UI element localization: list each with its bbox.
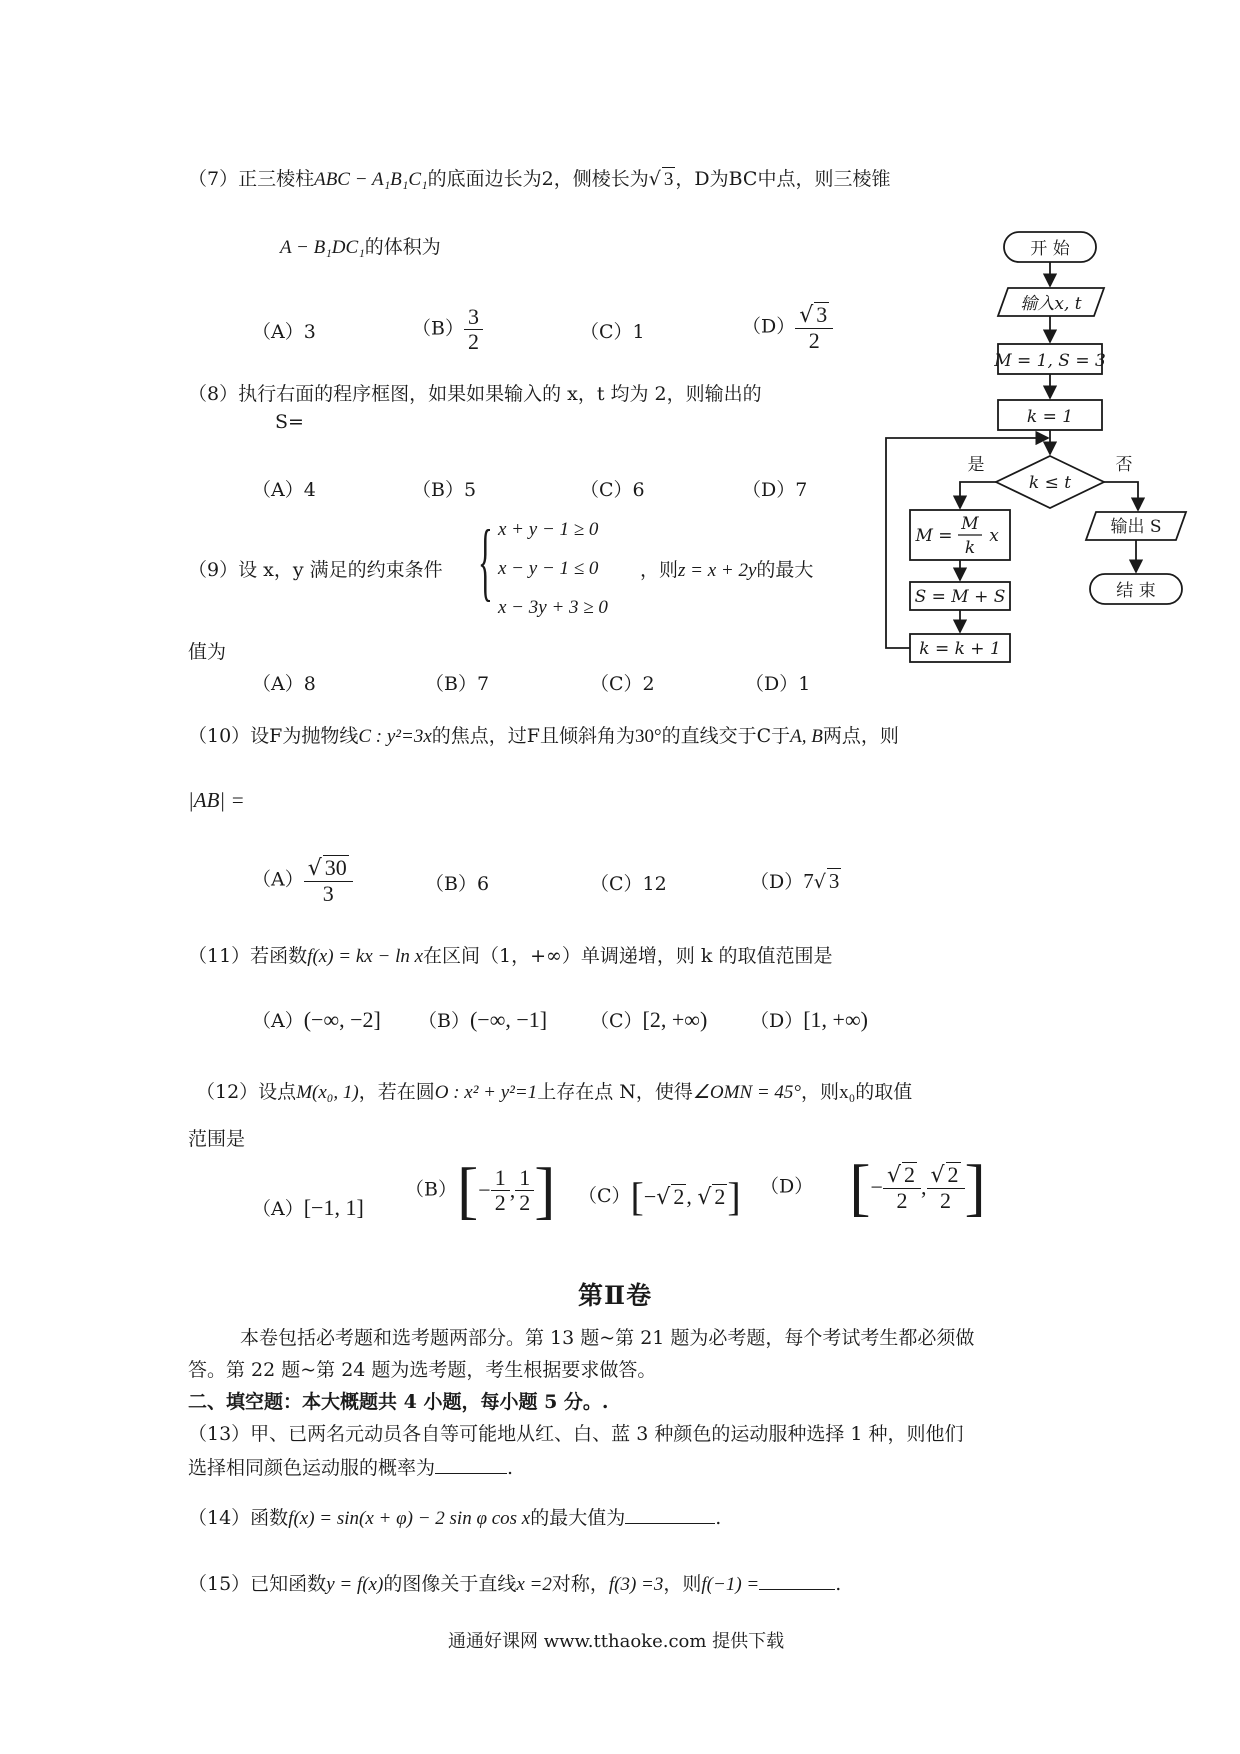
flowchart-yes-label: 是 [967,455,985,475]
q7-option-a: （A）3 [252,321,316,343]
q12-x0: x₀ [839,1082,856,1103]
flowchart-init-label: M = 1, S = 3 [994,351,1106,371]
q12-option-a-label: （A） [252,1198,304,1220]
flowchart-m-update-lhs: M = [915,526,953,546]
q8-option-b: （B）5 [412,479,477,501]
q11-option-d-label: （D） [750,1010,804,1032]
q7-pyramid: A − B₁DC₁ [280,237,365,258]
q12-line1 [196,1080,912,1105]
q14-line [188,1506,721,1531]
q7-option-b-den: 2 [464,329,483,354]
q11-option-d-value: [1, +∞) [803,1007,868,1032]
q9-brace: { [478,513,493,610]
q12-option-b-num1: 1 [494,1165,506,1190]
flowchart-m-update-num: M [961,514,979,534]
q12-prefix: （12）设点 [196,1081,297,1103]
q10-curve: C : y²=3x [358,726,432,747]
q12-option-c-rad2: 2 [714,1184,726,1209]
q7-line1: （7）正三棱柱ABC − A₁B₁C₁的底面边长为2，侧棱长为√ 3 ，D为BC中点，则三棱锥 [188,168,891,190]
q12-option-c: （C）[−√ 2, √ 2] [578,1174,741,1219]
program-flowchart [880,230,1210,670]
q11-option-c-value: [2, +∞) [642,1007,708,1032]
q9-line2: 值为 [188,641,227,663]
q14-end: . [715,1507,722,1529]
q12-angle: ∠OMN = 45° [692,1082,802,1103]
q14-prefix: （14）函数 [188,1507,289,1529]
q12-option-b-label: （B） [405,1178,457,1201]
q9-tail [640,558,813,583]
flowchart-kinit-label: k = 1 [1026,407,1074,427]
q7-option-d-den: 2 [795,328,833,353]
q11-option-b [418,1008,547,1033]
q11-option-b-value: (−∞, −1] [469,1007,548,1032]
q15-prefix: （15）已知函数 [188,1573,327,1595]
q7-option-d-num: 3 [816,302,828,327]
q12-option-d-rad2: 2 [947,1162,959,1187]
q12-option-d-rad1: 2 [904,1162,915,1187]
q12-option-d: （D） [− $\frac{√ 2}{2}$ , $\frac{√ 2}{2}$ ] [760,1151,986,1223]
q11-option-a-label: （A） [252,1010,304,1032]
q15-func: y = f(x) [326,1574,384,1595]
part2-title: 第Ⅱ卷 [578,1281,653,1310]
q12-option-b-den2: 2 [515,1190,534,1215]
flowchart-m-update-rhs: x [989,526,999,546]
q15-answer-blank[interactable] [759,1589,835,1590]
q10-option-d-coef: 7 [803,869,814,893]
q7-suffix: ，D为BC中点，则三棱锥 [675,168,891,190]
q15-mid1: 的图像关于直线 [383,1573,517,1595]
flowchart-k-update-label: k = k + 1 [919,639,1001,659]
q7-option-b-num: 3 [467,304,479,329]
q12-option-a-value: [−1, 1] [303,1195,364,1220]
q12-mid3: ，则 [801,1081,840,1103]
q15-line [188,1572,841,1597]
q9-expr: z = x + 2y [678,560,757,581]
q8-line2: S= [275,411,304,433]
q7-option-d-label: （D） [742,315,796,338]
q11-suffix: 在区间（1，+∞）单调递增，则 k 的取值范围是 [423,945,833,967]
q8-option-d: （D）7 [742,479,808,501]
q9-prefix: （9）设 x，y 满足的约束条件 [188,559,443,581]
q10-prefix: （10）设F为抛物线 [188,725,359,747]
q9-mid: ，则 [640,559,679,581]
q9-constraint-2: x − y − 1 ≤ 0 [498,558,599,579]
q10-angle: 30° [634,726,662,747]
q12-option-b-num2: 1 [519,1165,531,1190]
q8-option-a: （A）4 [252,479,316,501]
q15-f3: f(3) =3 [608,1574,664,1595]
section2-heading: 二、填空题：本大概题共 4 小题，每小题 5 分。. [188,1391,609,1413]
q12-circle: O : x² + y²=1 [434,1082,538,1103]
q10-option-d: （D）7√ 3 [750,869,840,893]
q9-suffix: 的最大 [756,559,814,581]
q15-line-eq: x =2 [516,1574,552,1595]
flowchart-end-label: 结 束 [1116,581,1156,601]
q10-option-d-rad: 3 [828,869,840,893]
q13-end: . [507,1457,514,1479]
q10-option-d-label: （D） [750,871,804,893]
q11-option-c [590,1008,707,1033]
q15-mid3: ，则 [663,1573,702,1595]
q12-option-b-den1: 2 [491,1190,510,1215]
flowchart-condition-label: k ≤ t [1028,473,1072,493]
q12-suffix: 的取值 [855,1081,913,1103]
q10-option-c: （C）12 [590,873,667,895]
q15-fm1: f(−1) = [701,1574,760,1595]
q11-line1 [188,944,832,969]
q11-option-b-label: （B） [418,1010,470,1032]
q9-option-c: （C）2 [590,673,655,695]
q10-mid2: 的直线交于C于 [661,725,791,747]
q9-constraint-3: x − 3y + 3 ≥ 0 [498,597,608,618]
q10-ab: |AB| = [188,788,245,812]
q12-option-d-label: （D） [760,1175,814,1198]
q10-option-a-den: 3 [304,881,353,906]
q14-suffix: 的最大值为 [530,1507,626,1529]
q12-mid2: 上存在点 N，使得 [537,1081,693,1103]
q12-option-b: （B）[− $\frac{1}{2}$ , $\frac{1}{2}$ ] [405,1154,556,1226]
q7-option-b [412,305,483,354]
flowchart-output-label: 输出 S [1110,517,1162,537]
q8-line1: （8）执行右面的程序框图，如果如果输入的 x，t 均为 2，则输出的 [188,383,762,405]
q9-option-b: （B）7 [425,673,490,695]
q14-func: f(x) = sin(x + φ) − 2 sin φ cos x [288,1508,531,1529]
q9-constraint-1: x + y − 1 ≥ 0 [498,519,599,540]
q8-option-c: （C）6 [580,479,645,501]
q10-suffix: 两点，则 [822,725,899,747]
q13-line1: （13）甲、已两名元动员各自等可能地从红、白、蓝 3 种颜色的运动服种选择 1 种，则他们 [188,1423,964,1445]
q11-prefix: （11）若函数 [188,945,308,967]
q10-line1 [188,724,899,749]
flowchart-input-label: 输入x, t [1020,294,1082,314]
q11-option-a-value: (−∞, −2] [303,1007,381,1032]
part2-intro-line2: 答。第 22 题~第 24 题为选考题，考生根据要求做答。 [188,1359,657,1381]
q12-point: M(x₀, 1) [296,1082,359,1103]
q7-line2-suffix: 的体积为 [364,236,441,258]
footer: 通通好课网 www.tthaoke.com 提供下载 [448,1631,785,1652]
q13-answer-blank[interactable] [435,1473,507,1474]
q11-option-c-label: （C） [590,1010,643,1032]
q7-mid: 的底面边长为2，侧棱长为 [427,168,649,190]
q7-prism: ABC − A₁B₁C₁ [314,169,428,190]
flowchart-start-label: 开 始 [1030,239,1070,259]
q12-line2: 范围是 [188,1128,246,1150]
flowchart-m-update-den: k [964,538,976,558]
q10-points: A, B [790,726,823,747]
q12-option-c-rad1: 2 [673,1184,685,1209]
q11-option-d [750,1008,868,1033]
q13-line2 [188,1456,513,1480]
q7-prefix: （7）正三棱柱 [188,168,315,190]
q9-option-d: （D）1 [745,673,811,695]
q12-mid1: ，若在圆 [358,1081,435,1103]
q12-option-d-den1: 2 [883,1188,921,1213]
q7-line2 [280,235,441,260]
q10-option-a-num: 30 [324,855,347,880]
q15-end: . [835,1573,842,1595]
q10-mid1: 的焦点，过F且倾斜角为 [431,725,635,747]
q7-option-b-label: （B） [412,317,464,340]
flowchart-s-update-label: S = M + S [914,587,1006,607]
q12-option-d-den2: 2 [927,1188,965,1213]
q13-line2-text: 选择相同颜色运动服的概率为 [188,1457,436,1479]
q10-option-b: （B）6 [425,873,490,895]
q10-option-a-label: （A） [252,868,304,891]
q12-option-a [252,1196,364,1221]
q14-answer-blank[interactable] [625,1523,715,1524]
q9-option-a: （A）8 [252,673,316,695]
q7-option-d: （D） $\frac{√ 3}{2}$ [742,302,833,353]
q7-sqrt3: 3 [663,169,674,190]
part2-intro-line1: 本卷包括必考题和选考题两部分。第 13 题~第 21 题为必考题，每个考试考生都必须做 [240,1327,975,1349]
q12-option-c-label: （C） [578,1185,631,1207]
q11-option-a [252,1008,381,1033]
q15-mid2: 对称， [551,1573,609,1595]
flowchart-no-label: 否 [1115,455,1133,475]
q7-option-c: （C）1 [580,321,645,343]
q10-option-a: （A） $\frac{√ 30}{3}$ [252,855,353,906]
q11-func: f(x) = kx − ln x [307,946,424,967]
